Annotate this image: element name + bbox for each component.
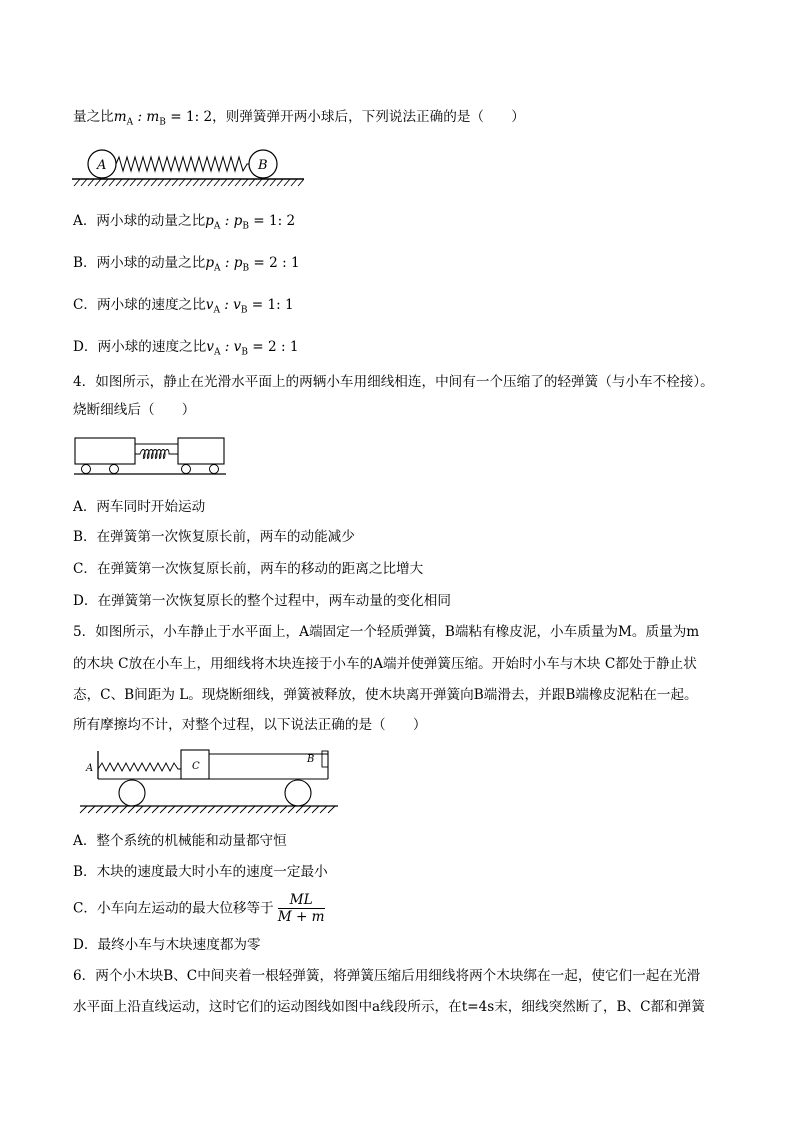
q3-option-b[interactable] [73, 254, 300, 278]
option-sub: A [214, 263, 221, 274]
option-letter: A． [73, 213, 97, 229]
ball-a-label: A [97, 158, 107, 173]
q5-option-a[interactable]: A．整个系统的机械能和动量都守恒 [73, 833, 287, 849]
q5-option-c[interactable] [73, 892, 325, 925]
q3-stem-var-a: m [113, 109, 127, 125]
q4-option-d[interactable]: D．在弹簧第一次恢复原长的整个过程中，两车动量的变化相同 [73, 593, 451, 609]
spring [116, 157, 249, 171]
q5-option-b[interactable]: B．木块的速度最大时小车的速度一定最小 [73, 864, 328, 880]
spring [98, 763, 181, 771]
q3-option-d[interactable] [73, 338, 299, 362]
option-text: 两小球的速度之比 [97, 297, 206, 313]
q3-stem-sub-b: B [159, 117, 166, 128]
option-sub: B [240, 305, 248, 316]
option-var: : p [220, 255, 243, 271]
option-value: = 2 : 1 [247, 339, 299, 355]
option-letter: D． [73, 339, 98, 355]
option-sub: B [241, 347, 248, 358]
ball-b-label: B [258, 158, 268, 173]
option-text: C．小车向左运动的最大位移等于 [73, 900, 274, 917]
option-value: = 1: 2 [248, 213, 296, 229]
option-var: v [205, 297, 214, 313]
option-sub: A [213, 347, 221, 358]
option-sub: A [213, 305, 220, 316]
q4-figure [74, 436, 226, 480]
right-cart [178, 438, 224, 464]
fraction [278, 892, 325, 925]
q3-figure [72, 146, 304, 190]
wheel [285, 780, 311, 806]
q5-stem-line2: 的木块 C放在小车上，用细线将木块连接于小车的A端并使弹簧压缩。开始时小车与木块 C都处于静止状 [73, 656, 697, 672]
option-text: 两小球的速度之比 [97, 339, 207, 355]
option-var: : v [219, 297, 241, 313]
option-sub: A [213, 221, 221, 232]
q3-stem-var-b: : m [133, 109, 160, 125]
ground-hatch [74, 179, 304, 186]
q5-option-d[interactable]: D．最终小车与木块速度都为零 [73, 937, 261, 953]
q3-stem-rest: = 1: 2，则弹簧弹开两小球后，下列说法正确的是（ ） [165, 109, 525, 125]
q4-option-a[interactable]: A．两车同时开始运动 [73, 499, 206, 515]
q3-stem-prefix: 量之比 [73, 109, 114, 125]
option-sub: B [242, 221, 249, 232]
q4-option-c[interactable]: C．在弹簧第一次恢复原长前，两车的移动的距离之比增大 [73, 561, 424, 577]
option-text: 两小球的动量之比 [96, 255, 206, 271]
q5-figure [76, 747, 338, 817]
q4-stem-line2: 烧断细线后（ ） [73, 402, 196, 418]
q3-stem-sub-a: A [126, 117, 134, 128]
q3-option-a[interactable] [73, 212, 295, 236]
fraction-denominator: M + m [277, 909, 325, 925]
option-value: = 2 : 1 [249, 255, 300, 271]
label-c: C [192, 761, 200, 772]
label-a: A [86, 763, 94, 774]
option-value: = 1: 1 [247, 297, 294, 313]
ground-hatch [80, 806, 335, 813]
wheel [182, 465, 191, 474]
wheel [210, 465, 219, 474]
wheel [82, 465, 91, 474]
wheel [119, 780, 145, 806]
q4-stem-line1: 4．如图所示，静止在光滑水平面上的两辆小车用细线相连，中间有一个压缩了的轻弹簧（与小车不栓接）。 [73, 374, 714, 390]
option-letter: B． [73, 255, 97, 271]
q3-option-c[interactable] [73, 296, 294, 320]
fraction-numerator: ML [278, 892, 325, 909]
q3-stem [73, 108, 525, 132]
q4-option-b[interactable]: B．在弹簧第一次恢复原长前，两车的动能减少 [73, 529, 355, 545]
option-text: 两小球的动量之比 [96, 213, 206, 229]
option-var: p [205, 213, 214, 229]
q5-stem-line1: 5．如图所示，小车静止于水平面上，A端固定一个轻质弹簧，B端粘有橡皮泥，小车质量为M。质量为m [73, 624, 700, 640]
option-letter: C． [73, 297, 97, 313]
option-sub: B [242, 263, 250, 274]
option-var: : v [220, 339, 242, 355]
wheel [110, 465, 119, 474]
option-var: : p [220, 213, 243, 229]
label-b: B [307, 754, 315, 765]
q6-stem-line2: 水平面上沿直线运动，这时它们的运动图线如图中a线段所示，在t=4s末，细线突然断了，B、C都和弹簧 [73, 999, 705, 1015]
left-cart [75, 438, 135, 464]
q5-stem-line3: 态，C、B间距为 L。现烧断细线，弹簧被释放，使木块离开弹簧向B端滑去，并跟B端橡皮泥粘在一起。 [73, 687, 698, 703]
option-var: v [206, 339, 214, 355]
q5-stem-line4: 所有摩擦均不计，对整个过程，以下说法正确的是（ ） [73, 717, 427, 733]
putty [322, 751, 328, 767]
coil-spring [135, 450, 178, 459]
q6-stem-line1: 6．两个小木块B、C中间夹着一根轻弹簧，将弹簧压缩后用细线将两个木块绑在一起，使它们一起在光滑 [73, 968, 701, 984]
option-var: p [205, 255, 215, 271]
